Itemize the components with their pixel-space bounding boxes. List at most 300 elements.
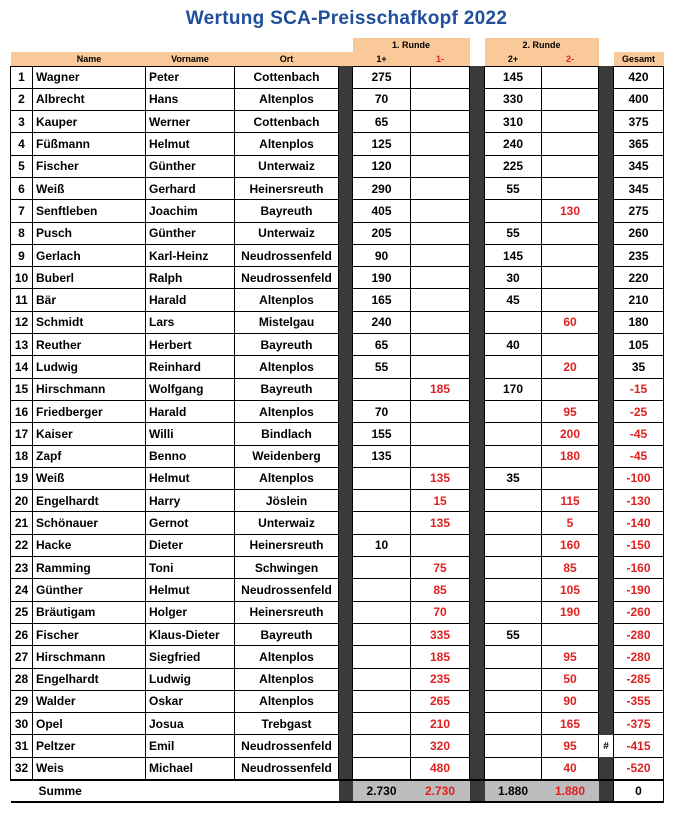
table-row [11, 400, 664, 422]
separator-cell [470, 668, 485, 690]
separator-cell [339, 557, 353, 579]
separator-cell [339, 423, 353, 445]
plus-1-cell: 120 [353, 155, 411, 177]
table-row [11, 713, 664, 735]
separator-cell [339, 467, 353, 489]
table-row [11, 690, 664, 712]
plus-1-cell: 165 [353, 289, 411, 311]
plus-2-cell [485, 400, 542, 422]
plus-1-cell [353, 713, 411, 735]
gesamt-cell: -130 [614, 490, 664, 512]
table-row [11, 579, 664, 601]
table-row [11, 378, 664, 400]
table-row [11, 735, 664, 757]
plus-2-cell [485, 423, 542, 445]
minus-1-cell [411, 534, 470, 556]
header-plus-2: 2+ [485, 52, 542, 66]
table-row [11, 334, 664, 356]
separator-cell [339, 133, 353, 155]
rank-cell: 30 [11, 713, 33, 735]
plus-1-cell [353, 557, 411, 579]
separator-cell [470, 467, 485, 489]
separator-cell: # [599, 735, 614, 757]
minus-1-cell: 235 [411, 668, 470, 690]
plus-2-cell: 40 [485, 334, 542, 356]
plus-1-cell [353, 467, 411, 489]
rank-cell: 29 [11, 690, 33, 712]
minus-1-cell [411, 289, 470, 311]
separator-cell [599, 646, 614, 668]
table-row [11, 445, 664, 467]
name-cell: Günther [33, 579, 146, 601]
rank-cell: 24 [11, 579, 33, 601]
ort-cell: Altenplos [235, 356, 339, 378]
vorname-cell: Günther [146, 222, 235, 244]
minus-1-cell: 320 [411, 735, 470, 757]
plus-1-cell [353, 690, 411, 712]
table-row [11, 490, 664, 512]
rank-cell: 6 [11, 177, 33, 199]
gesamt-cell: -15 [614, 378, 664, 400]
gesamt-cell: 180 [614, 311, 664, 333]
plus-2-cell [485, 668, 542, 690]
name-cell: Engelhardt [33, 668, 146, 690]
header-plus-1: 1+ [353, 52, 411, 66]
separator-cell [339, 690, 353, 712]
minus-1-cell: 15 [411, 490, 470, 512]
name-cell: Ludwig [33, 356, 146, 378]
gesamt-cell: 345 [614, 155, 664, 177]
separator-cell [470, 623, 485, 645]
header-ort: Ort [235, 52, 339, 66]
vorname-cell: Peter [146, 66, 235, 88]
separator-cell [599, 713, 614, 735]
rank-cell: 9 [11, 244, 33, 266]
vorname-cell: Gernot [146, 512, 235, 534]
minus-1-cell [411, 133, 470, 155]
gesamt-cell: -415 [614, 735, 664, 757]
separator-cell [599, 155, 614, 177]
vorname-cell: Harald [146, 289, 235, 311]
separator-cell [339, 735, 353, 757]
rank-cell: 27 [11, 646, 33, 668]
minus-1-cell [411, 88, 470, 110]
rank-cell: 4 [11, 133, 33, 155]
name-cell: Schmidt [33, 311, 146, 333]
plus-2-cell: 170 [485, 378, 542, 400]
ort-cell: Cottenbach [235, 66, 339, 88]
rank-cell: 17 [11, 423, 33, 445]
name-cell: Hacke [33, 534, 146, 556]
ort-cell: Schwingen [235, 557, 339, 579]
minus-2-cell [542, 378, 599, 400]
ort-cell: Cottenbach [235, 111, 339, 133]
gesamt-cell: 260 [614, 222, 664, 244]
vorname-cell: Klaus-Dieter [146, 623, 235, 645]
separator-cell [339, 757, 353, 779]
separator-cell [470, 490, 485, 512]
sum-plus-1: 2.730 [353, 780, 411, 802]
gesamt-cell: -100 [614, 467, 664, 489]
ort-cell: Altenplos [235, 467, 339, 489]
name-cell: Walder [33, 690, 146, 712]
minus-2-cell: 200 [542, 423, 599, 445]
table-row [11, 289, 664, 311]
separator-cell [599, 423, 614, 445]
separator-cell [470, 423, 485, 445]
ort-cell: Bayreuth [235, 378, 339, 400]
minus-2-cell: 90 [542, 690, 599, 712]
separator-cell [470, 534, 485, 556]
rank-cell: 15 [11, 378, 33, 400]
separator-cell [470, 334, 485, 356]
minus-1-cell [411, 222, 470, 244]
gesamt-cell: 105 [614, 334, 664, 356]
separator-cell [470, 378, 485, 400]
plus-1-cell [353, 601, 411, 623]
rank-cell: 18 [11, 445, 33, 467]
ort-cell: Altenplos [235, 646, 339, 668]
minus-2-cell: 95 [542, 646, 599, 668]
vorname-cell: Gerhard [146, 177, 235, 199]
ort-cell: Neudrossenfeld [235, 244, 339, 266]
vorname-cell: Herbert [146, 334, 235, 356]
table-row [11, 267, 664, 289]
rank-cell: 3 [11, 111, 33, 133]
minus-1-cell: 210 [411, 713, 470, 735]
rank-cell: 10 [11, 267, 33, 289]
minus-1-cell [411, 244, 470, 266]
separator-cell [339, 646, 353, 668]
plus-2-cell [485, 490, 542, 512]
plus-2-cell: 55 [485, 623, 542, 645]
plus-1-cell: 155 [353, 423, 411, 445]
rank-cell: 11 [11, 289, 33, 311]
table-row [11, 423, 664, 445]
separator-cell [339, 713, 353, 735]
rank-cell: 25 [11, 601, 33, 623]
table-row [11, 356, 664, 378]
gesamt-cell: 345 [614, 177, 664, 199]
table-row [11, 646, 664, 668]
header-gesamt: Gesamt [614, 52, 664, 66]
plus-1-cell: 405 [353, 200, 411, 222]
table-row [11, 177, 664, 199]
minus-2-cell [542, 66, 599, 88]
minus-2-cell: 165 [542, 713, 599, 735]
minus-2-cell: 5 [542, 512, 599, 534]
separator-cell [470, 311, 485, 333]
separator-cell [339, 356, 353, 378]
separator-cell [339, 534, 353, 556]
table-row [11, 757, 664, 779]
separator-cell [339, 512, 353, 534]
plus-2-cell: 35 [485, 467, 542, 489]
plus-2-cell [485, 713, 542, 735]
separator-cell [339, 311, 353, 333]
gesamt-cell: -190 [614, 579, 664, 601]
header-row-rounds [11, 38, 664, 52]
vorname-cell: Reinhard [146, 356, 235, 378]
gesamt-cell: 420 [614, 66, 664, 88]
vorname-cell: Harry [146, 490, 235, 512]
header-vorname: Vorname [146, 52, 235, 66]
minus-1-cell [411, 111, 470, 133]
name-cell: Gerlach [33, 244, 146, 266]
name-cell: Kaiser [33, 423, 146, 445]
minus-2-cell [542, 267, 599, 289]
ort-cell: Altenplos [235, 690, 339, 712]
header-minus-2: 2- [542, 52, 599, 66]
separator-cell [339, 222, 353, 244]
separator-cell [470, 200, 485, 222]
ort-cell: Heinersreuth [235, 534, 339, 556]
gesamt-cell: -140 [614, 512, 664, 534]
separator-cell [339, 623, 353, 645]
separator-cell [339, 244, 353, 266]
sum-minus-2: 1.880 [542, 780, 599, 802]
gesamt-cell: 210 [614, 289, 664, 311]
separator-cell [599, 490, 614, 512]
plus-1-cell: 205 [353, 222, 411, 244]
gesamt-cell: 235 [614, 244, 664, 266]
gesamt-cell: -45 [614, 445, 664, 467]
separator-cell [599, 244, 614, 266]
separator-cell [470, 400, 485, 422]
separator-cell [599, 534, 614, 556]
ort-cell: Unterwaiz [235, 155, 339, 177]
separator-cell [339, 267, 353, 289]
separator-cell [599, 356, 614, 378]
separator-cell [599, 512, 614, 534]
plus-2-cell [485, 311, 542, 333]
table-row [11, 668, 664, 690]
plus-2-cell [485, 757, 542, 779]
separator-cell [599, 445, 614, 467]
ort-cell: Mistelgau [235, 311, 339, 333]
gesamt-cell: -45 [614, 423, 664, 445]
separator-cell [470, 735, 485, 757]
vorname-cell: Helmut [146, 579, 235, 601]
rank-cell: 32 [11, 757, 33, 779]
separator-cell [599, 311, 614, 333]
table-row [11, 200, 664, 222]
separator-cell [339, 111, 353, 133]
vorname-cell: Emil [146, 735, 235, 757]
minus-1-cell: 135 [411, 512, 470, 534]
plus-1-cell: 240 [353, 311, 411, 333]
gesamt-cell: 220 [614, 267, 664, 289]
vorname-cell: Ralph [146, 267, 235, 289]
rank-cell: 2 [11, 88, 33, 110]
table-row [11, 244, 664, 266]
separator-cell [339, 200, 353, 222]
separator-cell [470, 267, 485, 289]
plus-1-cell: 10 [353, 534, 411, 556]
plus-2-cell: 330 [485, 88, 542, 110]
name-cell: Albrecht [33, 88, 146, 110]
header-row-columns [11, 52, 664, 66]
separator-cell [599, 378, 614, 400]
gesamt-cell: 35 [614, 356, 664, 378]
plus-1-cell: 90 [353, 244, 411, 266]
minus-2-cell: 105 [542, 579, 599, 601]
table-row [11, 111, 664, 133]
plus-2-cell: 45 [485, 289, 542, 311]
minus-2-cell [542, 222, 599, 244]
minus-1-cell: 135 [411, 467, 470, 489]
plus-2-cell [485, 601, 542, 623]
minus-1-cell [411, 200, 470, 222]
table-row [11, 623, 664, 645]
name-cell: Wagner [33, 66, 146, 88]
ort-cell: Neudrossenfeld [235, 267, 339, 289]
rank-cell: 13 [11, 334, 33, 356]
vorname-cell: Holger [146, 601, 235, 623]
name-cell: Senftleben [33, 200, 146, 222]
separator-cell [599, 133, 614, 155]
vorname-cell: Hans [146, 88, 235, 110]
plus-1-cell: 135 [353, 445, 411, 467]
separator-cell [470, 66, 485, 88]
gesamt-cell: -260 [614, 601, 664, 623]
vorname-cell: Helmut [146, 133, 235, 155]
vorname-cell: Karl-Heinz [146, 244, 235, 266]
separator-cell [599, 111, 614, 133]
separator-cell [470, 601, 485, 623]
vorname-cell: Michael [146, 757, 235, 779]
plus-2-cell: 310 [485, 111, 542, 133]
vorname-cell: Siegfried [146, 646, 235, 668]
vorname-cell: Helmut [146, 467, 235, 489]
rank-cell: 8 [11, 222, 33, 244]
header-minus-1: 1- [411, 52, 470, 66]
ort-cell: Bayreuth [235, 334, 339, 356]
separator-cell [599, 557, 614, 579]
ort-cell: Trebgast [235, 713, 339, 735]
table-row [11, 88, 664, 110]
rank-cell: 26 [11, 623, 33, 645]
rank-cell: 12 [11, 311, 33, 333]
rank-cell: 31 [11, 735, 33, 757]
minus-1-cell [411, 66, 470, 88]
name-cell: Füßmann [33, 133, 146, 155]
plus-2-cell [485, 646, 542, 668]
rank-cell: 1 [11, 66, 33, 88]
minus-2-cell [542, 244, 599, 266]
minus-1-cell: 70 [411, 601, 470, 623]
separator-cell [339, 378, 353, 400]
minus-2-cell: 160 [542, 534, 599, 556]
sum-plus-2: 1.880 [485, 780, 542, 802]
table-row [11, 311, 664, 333]
minus-1-cell: 335 [411, 623, 470, 645]
minus-2-cell [542, 623, 599, 645]
ort-cell: Unterwaiz [235, 222, 339, 244]
vorname-cell: Benno [146, 445, 235, 467]
name-cell: Hirschmann [33, 378, 146, 400]
name-cell: Weiß [33, 177, 146, 199]
separator-cell [470, 579, 485, 601]
plus-1-cell [353, 378, 411, 400]
name-cell: Ramming [33, 557, 146, 579]
minus-1-cell [411, 311, 470, 333]
plus-1-cell: 65 [353, 334, 411, 356]
minus-2-cell [542, 133, 599, 155]
plus-2-cell: 145 [485, 244, 542, 266]
name-cell: Pusch [33, 222, 146, 244]
plus-2-cell [485, 735, 542, 757]
plus-1-cell [353, 579, 411, 601]
table-row [11, 512, 664, 534]
separator-cell [599, 757, 614, 779]
vorname-cell: Joachim [146, 200, 235, 222]
gesamt-cell: -375 [614, 713, 664, 735]
separator-cell [470, 222, 485, 244]
minus-2-cell [542, 467, 599, 489]
separator-cell [599, 668, 614, 690]
ort-cell: Neudrossenfeld [235, 735, 339, 757]
table-row [11, 534, 664, 556]
plus-1-cell [353, 757, 411, 779]
name-cell: Fischer [33, 623, 146, 645]
name-cell: Fischer [33, 155, 146, 177]
vorname-cell: Josua [146, 713, 235, 735]
plus-1-cell [353, 512, 411, 534]
rank-cell: 22 [11, 534, 33, 556]
plus-2-cell [485, 690, 542, 712]
separator-cell [470, 133, 485, 155]
ort-cell: Bayreuth [235, 200, 339, 222]
ort-cell: Heinersreuth [235, 177, 339, 199]
minus-1-cell [411, 267, 470, 289]
ort-cell: Weidenberg [235, 445, 339, 467]
separator-cell [470, 445, 485, 467]
minus-1-cell: 265 [411, 690, 470, 712]
plus-2-cell [485, 512, 542, 534]
separator-cell [470, 356, 485, 378]
minus-2-cell: 40 [542, 757, 599, 779]
minus-2-cell: 85 [542, 557, 599, 579]
plus-2-cell [485, 356, 542, 378]
sum-label: Summe [33, 780, 146, 802]
table-row [11, 66, 664, 88]
plus-1-cell: 290 [353, 177, 411, 199]
separator-cell [470, 713, 485, 735]
plus-2-cell: 145 [485, 66, 542, 88]
rank-cell: 21 [11, 512, 33, 534]
plus-1-cell: 55 [353, 356, 411, 378]
separator-cell [599, 177, 614, 199]
rank-cell: 19 [11, 467, 33, 489]
separator-cell [339, 490, 353, 512]
gesamt-cell: 375 [614, 111, 664, 133]
ort-cell: Altenplos [235, 289, 339, 311]
minus-1-cell [411, 177, 470, 199]
name-cell: Weiß [33, 467, 146, 489]
minus-1-cell [411, 445, 470, 467]
minus-1-cell: 185 [411, 646, 470, 668]
plus-1-cell [353, 490, 411, 512]
vorname-cell: Harald [146, 400, 235, 422]
header-name: Name [33, 52, 146, 66]
name-cell: Buberl [33, 267, 146, 289]
rank-cell: 16 [11, 400, 33, 422]
ort-cell: Bayreuth [235, 623, 339, 645]
vorname-cell: Willi [146, 423, 235, 445]
separator-cell [599, 623, 614, 645]
plus-1-cell [353, 646, 411, 668]
